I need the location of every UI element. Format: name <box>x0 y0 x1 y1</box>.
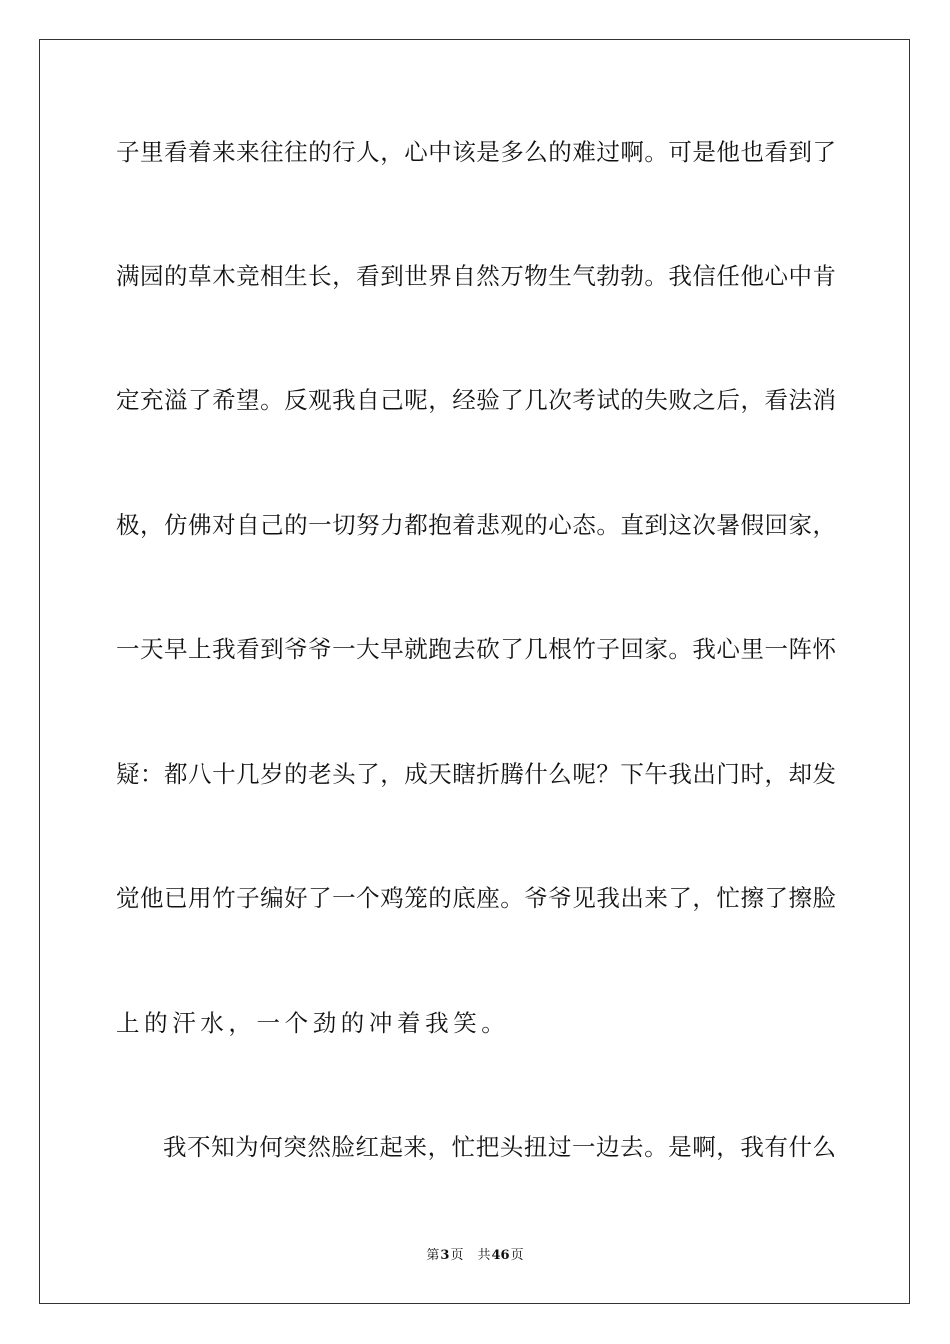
total-prefix: 共 <box>477 1248 491 1263</box>
paragraph-line-3: 定充溢了希望。反观我自己呢，经验了几次考试的失败之后，看法消 <box>116 386 836 414</box>
total-suffix: 页 <box>510 1248 524 1263</box>
paragraph-line-4: 极，仿佛对自己的一切努力都抱着悲观的心态。直到这次暑假回家， <box>116 511 836 539</box>
paragraph-line-9: 我不知为何突然脸红起来，忙把头扭过一边去。是啊，我有什么 <box>163 1133 836 1161</box>
paragraph-line-2: 满园的草木竞相生长，看到世界自然万物生气勃勃。我信任他心中肯 <box>116 262 836 290</box>
page-prefix: 第 <box>426 1248 440 1263</box>
paragraph-line-8: 上的汗水，一个劲的冲着我笑。 <box>116 1009 510 1037</box>
page-border <box>39 39 910 1304</box>
page-total: 46 <box>491 1248 510 1263</box>
paragraph-line-6: 疑：都八十几岁的老头了，成天瞎折腾什么呢？下午我出门时，却发 <box>116 760 836 788</box>
page-suffix: 页 <box>450 1248 464 1263</box>
paragraph-line-7: 觉他已用竹子编好了一个鸡笼的底座。爷爷见我出来了，忙擦了擦脸 <box>116 884 836 912</box>
paragraph-line-1: 子里看着来来往往的行人，心中该是多么的难过啊。可是他也看到了 <box>116 138 836 166</box>
page-current: 3 <box>440 1248 450 1263</box>
paragraph-line-5: 一天早上我看到爷爷一大早就跑去砍了几根竹子回家。我心里一阵怀 <box>116 635 836 663</box>
page-footer <box>0 1246 950 1266</box>
